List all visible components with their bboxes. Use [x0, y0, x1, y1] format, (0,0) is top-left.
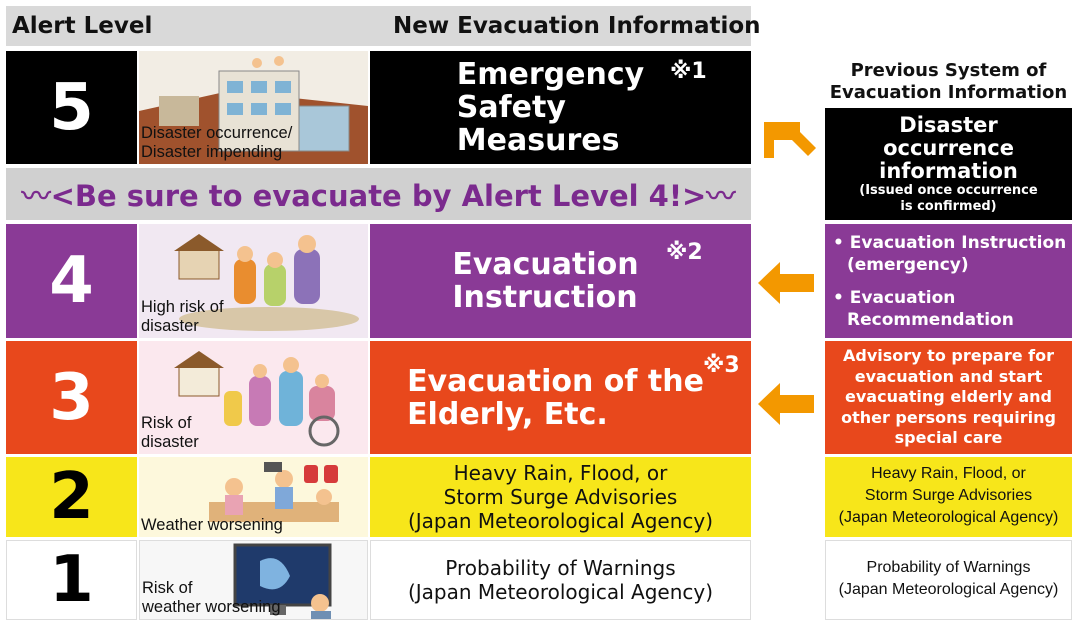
level-4-info: Evacuation Instruction ※2 — [370, 224, 751, 338]
previous-system-title: Previous System of Evacuation Information — [829, 60, 1068, 103]
level-3-caption: Risk of disaster — [141, 414, 199, 451]
previous-level-1-box: Probability of Warnings (Japan Meteorological Agency) — [825, 540, 1072, 620]
new-evacuation-info-header: New Evacuation Information — [393, 13, 761, 39]
previous-level-4-item-2: • Evacuation Recommendation — [833, 288, 1014, 330]
level-3-illustration — [139, 341, 368, 454]
alert-level-header: Alert Level — [12, 13, 153, 39]
level-5-illustration — [139, 51, 368, 164]
level-1-number: 1 — [6, 540, 137, 620]
level-3-number: 3 — [6, 341, 137, 454]
level-5-info: Emergency Safety Measures ※1 — [370, 51, 751, 164]
level-1-illustration — [139, 540, 368, 620]
previous-level-2-box: Heavy Rain, Flood, or Storm Surge Advisories (Japan Meteorological Agency) — [825, 457, 1072, 537]
arrow-level-5-icon — [760, 118, 820, 178]
level-2-illustration — [139, 457, 368, 537]
level-4-caption: High risk of disaster — [141, 298, 224, 335]
previous-level-3-box: Advisory to prepare for evacuation and start evacuating elderly and other persons requiring special care — [825, 341, 1072, 454]
previous-level-4-box — [825, 224, 1072, 338]
level-1-caption: Risk of weather worsening — [142, 579, 281, 616]
level-2-number: 2 — [6, 457, 137, 537]
level-5-caption: Disaster occurrence/ Disaster impending — [141, 124, 293, 161]
level-4-number: 4 — [6, 224, 137, 338]
previous-level-4-item-1: • Evacuation Instruction (emergency) — [833, 233, 1067, 275]
level-1-info: Probability of Warnings (Japan Meteorological Agency) — [370, 540, 751, 620]
level-2-caption: Weather worsening — [141, 516, 283, 534]
note-mark-2: ※2 — [666, 240, 703, 265]
arrow-level-4-icon — [756, 260, 816, 306]
level-5-number: 5 — [6, 51, 137, 164]
level-3-info: Evacuation of the Elderly, Etc. ※3 — [370, 341, 751, 454]
level-4-illustration — [139, 224, 368, 338]
arrow-level-3-icon — [756, 381, 816, 427]
note-mark-1: ※1 — [670, 59, 707, 84]
note-mark-3: ※3 — [703, 353, 740, 378]
alert-banner: 〰<Be sure to evacuate by Alert Level 4!>〰 — [6, 168, 751, 220]
level-2-info: Heavy Rain, Flood, or Storm Surge Advisories (Japan Meteorological Agency) — [370, 457, 751, 537]
previous-level-5-box: Disaster occurrence information (Issued once occurrence is confirmed) — [825, 108, 1072, 220]
